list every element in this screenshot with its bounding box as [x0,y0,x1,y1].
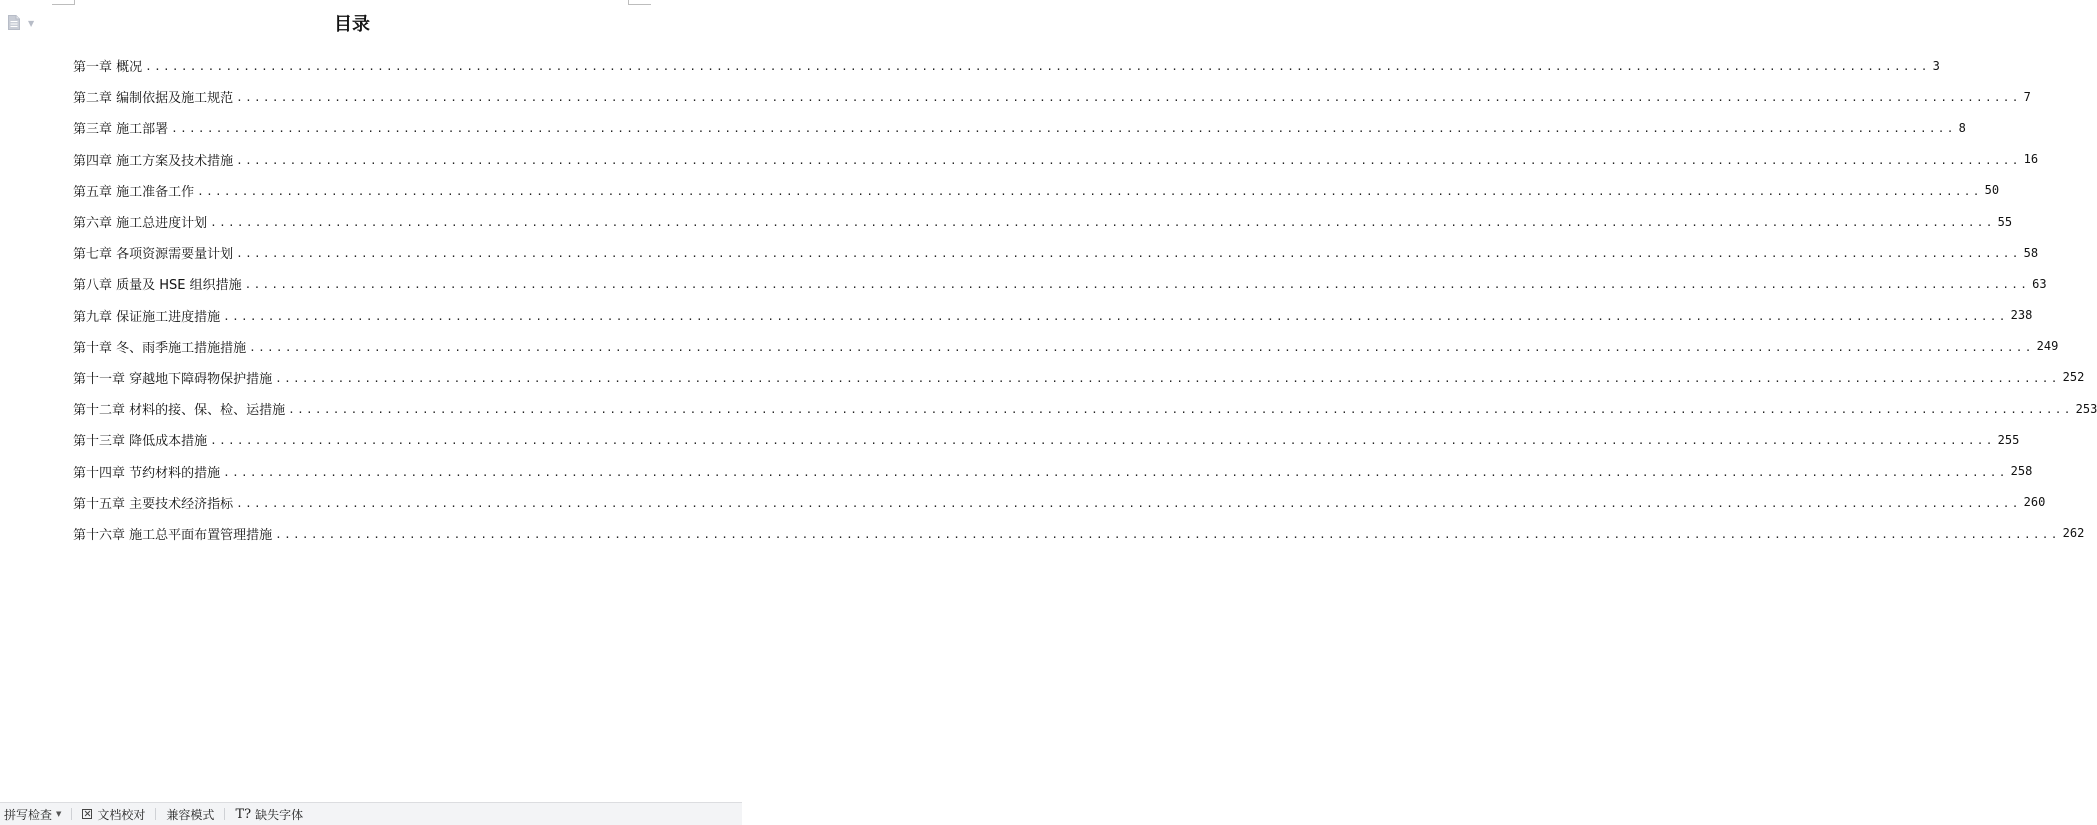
toc-entry[interactable] [73,487,2046,518]
toc-leader-dots: ........................................................................................................................................................................................................ [236,247,2021,261]
toc-entry[interactable] [73,331,2059,362]
toc-entry[interactable] [73,300,2033,331]
toc-entry-title: 第十三章 降低成本措施 [73,434,208,450]
toc-entry-page: 7 [2023,89,2031,104]
toc-entry-title: 第十一章 穿越地下障碍物保护措施 [73,371,273,387]
toc-leader-dots: ........................................................................................................................................................................................................ [275,371,2060,385]
toc-entry-page: 238 [2010,308,2033,323]
toc-entry-page: 260 [2023,495,2046,510]
toc-entry-title: 第一章 概况 [73,60,143,76]
status-divider [71,808,72,820]
page-corner-mark-right [628,0,651,5]
proofread-icon [82,809,92,819]
toc-entry-title: 第四章 施工方案及技术措施 [73,153,234,169]
toc-entry-page: 55 [1997,214,2013,229]
toc-entry-title: 第五章 施工准备工作 [73,184,195,200]
toc-entry[interactable] [73,175,2000,206]
toc-entry-title: 第九章 保证施工进度措施 [73,309,221,325]
toc-leader-dots: ........................................................................................................................................................................................................ [236,153,2021,167]
toc-leader-dots: ........................................................................................................................................................................................................ [210,434,1995,448]
missing-fonts-button[interactable] [231,803,307,825]
toc-entry-page: 16 [2023,152,2039,167]
proofread-label: 文档校对 [97,807,146,822]
toc-entry[interactable] [73,393,2097,424]
toc-entry-title: 第十六章 施工总平面布置管理措施 [73,527,273,543]
toc-entry-page: 3 [1932,58,1940,73]
toc-entry-title: 第八章 质量及 HSE 组织措施 [73,278,242,294]
toc-title: 目录 [334,14,370,35]
toc-entry-page: 8 [1958,120,1966,135]
compat-mode-button[interactable] [162,803,218,825]
spell-check-label: 拼写检查 [4,807,53,822]
spell-check-button[interactable] [0,803,65,825]
toc-entry[interactable] [73,237,2039,268]
toc-leader-dots: ........................................................................................................................................................................................................ [223,309,2008,323]
toc-entry-title: 第十四章 节约材料的措施 [73,465,221,481]
toc-entry-page: 249 [2036,339,2059,354]
toc-entry[interactable] [73,268,2047,299]
toc-entry[interactable] [73,112,1966,143]
toc-entry-page: 50 [1984,183,2000,198]
toc-entry-page: 253 [2075,401,2097,416]
toc-entry[interactable] [73,455,2033,486]
status-divider [224,808,225,820]
toc-leader-dots: ........................................................................................................................................................................................................ [275,527,2060,541]
toc-entry[interactable] [73,50,1940,81]
toc-leader-dots: ........................................................................................................................................................................................................ [223,465,2008,479]
font-icon: T? [235,806,252,822]
toc-entry[interactable] [73,424,2020,455]
status-bar [0,802,742,825]
toc-entry[interactable] [73,144,2039,175]
toc-leader-dots: ........................................................................................................................................................................................................ [197,184,1982,198]
chevron-down-icon[interactable]: ▼ [28,19,35,28]
toc-leader-dots: ........................................................................................................................................................................................................ [249,340,2034,354]
toc-entry-title: 第十二章 材料的接、保、检、运措施 [73,403,286,419]
table-of-contents [73,50,2097,549]
toc-leader-dots: ........................................................................................................................................................................................................ [244,278,2030,292]
toc-leader-dots: ........................................................................................................................................................................................................ [236,496,2021,510]
toc-entry-page: 255 [1997,432,2020,447]
toc-leader-dots: ........................................................................................................................................................................................................ [288,403,2073,417]
toc-entry-page: 258 [2010,464,2033,479]
status-divider [155,808,156,820]
compat-mode-label: 兼容模式 [166,807,215,822]
toc-entry[interactable] [73,518,2085,549]
page-corner-mark-left [52,0,75,5]
toc-entry-title: 第三章 施工部署 [73,122,169,138]
toc-entry-page: 252 [2062,370,2085,385]
toc-entry[interactable] [73,81,2031,112]
toc-entry-page: 262 [2062,526,2085,541]
toc-entry-title: 第六章 施工总进度计划 [73,216,208,232]
toc-entry-title: 第七章 各项资源需要量计划 [73,247,234,263]
toc-entry[interactable] [73,362,2085,393]
toc-entry-title: 第十章 冬、雨季施工措施措施 [73,340,247,356]
toc-entry-page: 58 [2023,245,2039,260]
toc-entry-title: 第二章 编制依据及施工规范 [73,91,234,107]
toc-leader-dots: ........................................................................................................................................................................................................ [210,216,1995,230]
toc-entry-title: 第十五章 主要技术经济指标 [73,496,234,512]
toc-leader-dots: ........................................................................................................................................................................................................ [236,91,2021,105]
toc-leader-dots: ........................................................................................................................................................................................................ [171,122,1956,136]
toc-entry-page: 63 [2032,276,2047,291]
proofread-button[interactable] [78,803,149,825]
toc-entry[interactable] [73,206,2013,237]
chevron-down-icon: ▼ [56,810,62,818]
missing-fonts-label: 缺失字体 [255,807,304,822]
toc-leader-dots: ........................................................................................................................................................................................................ [145,60,1930,74]
